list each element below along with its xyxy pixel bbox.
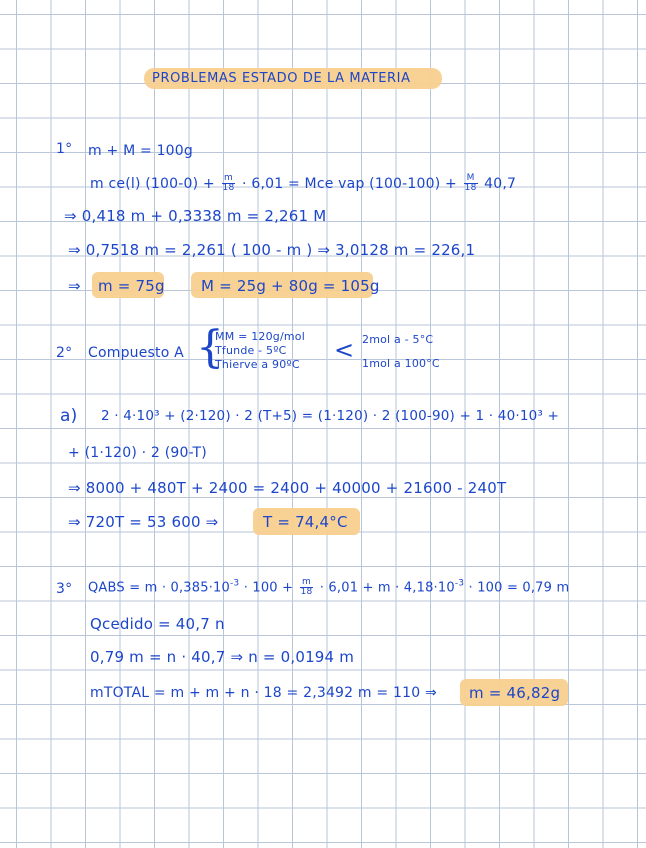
problem-1-line-4: ⇒ 0,7518 m = 2,261 ( 100 - m ) ⇒ 3,0128 m = 226,1 (68, 241, 476, 259)
problem-3-result: m = 46,82g (469, 684, 561, 702)
problem-3-line-1-pre: QABS = m · 0,385·10 (88, 580, 230, 596)
problem-1-line-2-mid: · 6,01 = Mce vap (100-100) + (242, 175, 457, 192)
problem-3-line-1-post: · 100 = 0,79 m (468, 580, 570, 596)
less-than-icon: < (334, 336, 355, 364)
fraction-denominator: 18 (464, 183, 477, 194)
problem-3-line-4: mTOTAL = m + m + n · 18 = 2,3492 m = 110 ⇒ (90, 685, 437, 701)
part-a-result: T = 74,4°C (263, 513, 348, 531)
exponent: -3 (229, 578, 240, 589)
exponent: -3 (454, 578, 465, 589)
problem-3-number: 3° (56, 581, 73, 597)
result-m: m = 75g (98, 277, 165, 295)
result-M: M = 25g + 80g = 105g (201, 277, 380, 295)
problem-1-arrow: ⇒ (68, 277, 81, 295)
problem-2-prop-2: Tfunde - 5ºC (215, 344, 287, 357)
problem-2-label: Compuesto A (88, 345, 184, 361)
part-a-line-3: ⇒ 8000 + 480T + 2400 = 2400 + 40000 + 21600 - 240T (68, 479, 507, 497)
problem-3-line-1 (88, 578, 569, 598)
problem-1-line-2-pre: m ce(l) (100-0) + (90, 175, 215, 192)
fraction-denominator: 18 (300, 587, 313, 598)
fraction (300, 578, 314, 598)
fraction-numerator: m (222, 174, 236, 184)
part-a-line-1: 2 · 4·10³ + (2·120) · 2 (T+5) = (1·120) · 2 (100-90) + 1 · 40·10³ + (101, 408, 560, 424)
fraction (222, 174, 236, 194)
fraction (464, 174, 478, 194)
problem-3-line-1-mid2: · 6,01 + m · 4,18·10 (319, 580, 455, 596)
problem-1-line-3: ⇒ 0,418 m + 0,3338 m = 2,261 M (64, 207, 327, 225)
problem-3-line-2: Qcedido = 40,7 n (90, 615, 225, 633)
problem-1-number: 1° (56, 141, 73, 157)
problem-2-right-2: 1mol a 100°C (362, 357, 440, 370)
problem-2-prop-3: Thierve a 90ºC (215, 358, 300, 371)
brace-icon: { (196, 322, 225, 373)
fraction-denominator: 18 (222, 183, 235, 194)
problem-1-line-1: m + M = 100g (88, 143, 193, 159)
problem-2-prop-1: MM = 120g/mol (215, 330, 305, 343)
problem-2-number: 2° (56, 345, 73, 361)
problem-3-line-1-mid: · 100 + (243, 580, 294, 596)
part-a-line-2: + (1·120) · 2 (90-T) (68, 445, 207, 461)
fraction-numerator: m (300, 578, 314, 588)
problem-3-line-3: 0,79 m = n · 40,7 ⇒ n = 0,0194 m (90, 648, 355, 666)
part-a-line-4: ⇒ 720T = 53 600 ⇒ (68, 513, 219, 531)
fraction-numerator: M (464, 174, 478, 184)
problem-2-right-1: 2mol a - 5°C (362, 333, 434, 346)
problem-1-line-2 (90, 174, 516, 194)
page-title: PROBLEMAS ESTADO DE LA MATERIA (152, 71, 411, 86)
part-a-label: a) (60, 406, 78, 426)
problem-1-line-2-post: 40,7 (484, 175, 517, 192)
